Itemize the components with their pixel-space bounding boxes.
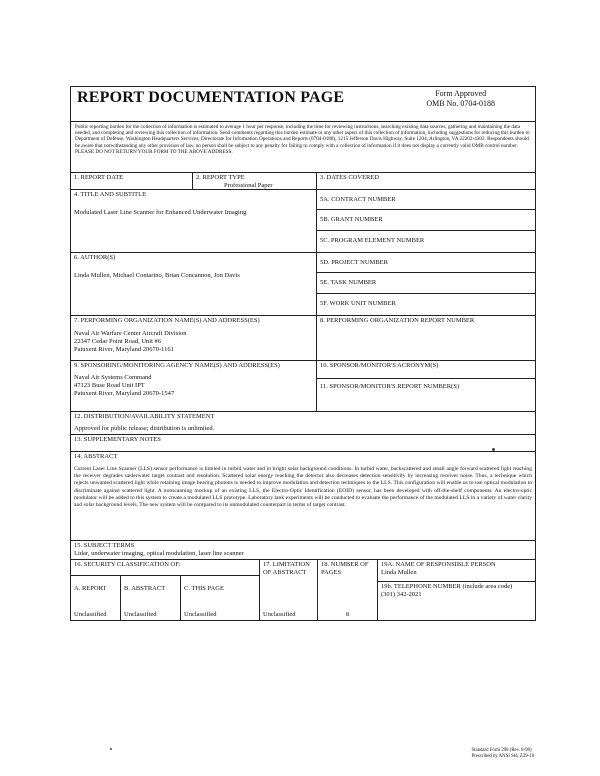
classification-columns: [71, 576, 259, 620]
sponsor-right-stack: [317, 361, 535, 411]
standard-form-footer: [472, 748, 535, 760]
page-class-value: Unclassified: [184, 611, 217, 618]
sponsor-line2: 47123 Buse Road Unit IPT: [74, 382, 145, 389]
subject-terms-cell: [71, 541, 535, 559]
row-performing-org: [71, 316, 535, 361]
report-type-cell: [193, 173, 317, 189]
authors-label: 6. AUTHOR(S): [74, 254, 116, 261]
performing-org-cell: [71, 316, 317, 360]
sponsor-line1: Naval Air Systems Command: [74, 374, 152, 381]
abstract-cell: [71, 452, 535, 540]
subject-terms-value: Lidar, underwater imaging, optical modulation, laser line scanner: [74, 549, 244, 557]
contract-number-cell: 5A. CONTRACT NUMBER: [317, 190, 535, 210]
abstract-class-cell: [121, 576, 181, 620]
limitation-label: 17. LIMITATION OF ABSTRACT: [263, 561, 310, 576]
page-class-cell: [181, 576, 259, 620]
form-approved-label: Form Approved: [435, 89, 487, 98]
authors-right-stack: [317, 253, 535, 315]
row-dates: [71, 173, 535, 190]
report-class-cell: [71, 576, 121, 620]
scan-speck: [492, 448, 495, 451]
pages-cell: [318, 560, 378, 620]
authors-cell: [71, 253, 317, 315]
pages-label: 18. NUMBER OF PAGES: [321, 561, 369, 576]
abstract-text: Current Laser Line Scanner (LLS) sensor performance is limited in turbid water and in bright solar background conditions. In turbid water, backscattered and small angle forward scattered light reaching the receiver degrades underwater target contrast and resolution. Scattered solar energy reaching the detector also decreases detection sensitivity by increasing receiver noise. Thus, a technique which rejects unwanted scattered light while retaining image bearing photons is needed to improve modulation and detection techniques to the LLS. This configuration will enable us to use optical modulation to discriminate against scattered light. A nonscanning mockup of an existing LLS, the Electro-Optic Identification (EOID) sensor, has been developed with off-the-shelf components. An electro-optic modulator will be added to this system to create a modulated LLS prototype. Laboratory tank experiments will be conducted to evaluate the performance of the modulated LLS in a variety of water clarity and solar background levels. The new system will be compared to its unmodulated counterpart in terms of target contrast.: [74, 466, 532, 509]
title-right-stack: [317, 190, 535, 252]
title-value: Modulated Laser Line Scanner for Enhanced Underwater Imaging: [74, 209, 247, 216]
scan-speck: [110, 748, 112, 750]
distribution-cell: [71, 412, 535, 434]
footer-line2: Prescribed by ANSI Std. Z39-18: [471, 754, 534, 759]
responsible-person-block: [378, 560, 535, 620]
report-class-value: Unclassified: [74, 611, 107, 618]
telephone-cell: [378, 582, 535, 620]
report-type-value: Professional Paper: [224, 182, 273, 189]
telephone-value: (301) 342-2021: [381, 591, 422, 598]
row-abstract: [71, 452, 535, 541]
sponsor-acronym-cell: 10. SPONSOR/MONITOR'S ACRONYM(S): [317, 361, 535, 379]
security-classification-label: 16. SECURITY CLASSIFICATION OF:: [71, 560, 259, 576]
distribution-label: 12. DISTRIBUTION/AVAILABILITY STATEMENT: [74, 413, 215, 420]
row-title: [71, 190, 535, 253]
sponsor-cell: [71, 361, 317, 411]
report-documentation-form: [70, 86, 536, 621]
form-header: [71, 87, 535, 122]
form-approved-box: [426, 89, 495, 109]
performing-org-label: 7. PERFORMING ORGANIZATION NAME(S) AND ADDRESS(ES): [74, 317, 260, 324]
row-supplementary: [71, 435, 535, 452]
pages-value: 8: [345, 611, 350, 618]
subject-terms-label: 15. SUBJECT TERMS: [74, 542, 135, 549]
task-number-cell: 5E. TASK NUMBER: [317, 273, 535, 294]
performing-report-number-cell: 8. PERFORMING ORGANIZATION REPORT NUMBER: [320, 317, 475, 324]
limitation-value: Unclassified: [263, 611, 296, 618]
form-title: REPORT DOCUMENTATION PAGE: [77, 89, 345, 106]
page-class-label: C. THIS PAGE: [184, 585, 224, 592]
responsible-person-label: 19A. NAME OF RESPONSIBLE PERSON: [381, 561, 496, 568]
abstract-class-value: Unclassified: [124, 611, 157, 618]
abstract-class-label: B. ABSTRACT: [124, 585, 166, 592]
row-classification: [71, 560, 535, 620]
monitor-report-number-cell: 11. SPONSOR/MONITOR'S REPORT NUMBER(S): [320, 383, 459, 390]
row-subject: [71, 541, 535, 560]
grant-number-cell: 5B. GRANT NUMBER: [317, 210, 535, 231]
distribution-value: Approved for public release; distribution is unlimited.: [74, 425, 215, 432]
responsible-person-value: Linda Mullen: [381, 569, 417, 576]
limitation-cell: [260, 560, 318, 620]
burden-notice: Public reporting burden for the collection of information is estimated to average 1 hour per response, including the time for reviewing instructions, searching existing data sources, gathering and maintaining the data needed, and completing and reviewing this collection of information. Send comments regarding this burden estimate or any other aspect of this collection of information, including suggestions for reducing this burden to Department of Defense, Washington Headquarters Services, Directorate for Information Operations and Reports (0704-0188), 1215 Jefferson Davis Highway, Suite 1204, Arlington, VA 22202-4302. Respondents should be aware that notwithstanding any other provision of law, no person shall be subject to any penalty for failing to comply with a collection of information if it does not display a currently valid OMB control number. PLEASE DO NOT RETURN YOUR FORM TO THE ABOVE ADDRESS.: [71, 122, 535, 173]
responsible-person-cell: [378, 560, 535, 582]
performing-org-line2: 22347 Cedar Point Road, Unit #6: [74, 338, 162, 345]
security-classification-block: [71, 560, 260, 620]
title-cell: [71, 190, 317, 252]
row-sponsor: [71, 361, 535, 412]
omb-number: OMB No. 0704-0188: [426, 99, 495, 108]
report-date-cell: [71, 173, 193, 189]
abstract-label: 14. ABSTRACT: [74, 453, 118, 460]
row-authors: [71, 253, 535, 316]
dates-covered-cell: [317, 173, 535, 189]
work-unit-cell: 5F. WORK UNIT NUMBER: [320, 300, 396, 307]
authors-value: Linda Mullen, Michael Contarino, Brian Concannon, Jon Davis: [74, 272, 240, 279]
telephone-label: 19b. TELEPHONE NUMBER (include area code): [381, 583, 513, 590]
supplementary-notes-cell: 13. SUPPLEMENTARY NOTES: [74, 436, 161, 443]
performing-org-line1: Naval Air Warfare Center Aircraft Division: [74, 330, 187, 337]
program-element-cell: 5C. PROGRAM ELEMENT NUMBER: [320, 237, 425, 244]
dates-covered-label: 3. DATES COVERED: [320, 174, 380, 181]
sponsor-line3: Patuxent River, Maryland 20670-1547: [74, 390, 175, 397]
report-type-label: 2. REPORT TYPE: [196, 174, 245, 181]
row-distribution: [71, 412, 535, 435]
footer-line1: Standard Form 298 (Rev. 8-98): [471, 748, 532, 753]
sponsor-label: 9. SPONSORING/MONITORING AGENCY NAME(S) AND ADDRESS(ES): [74, 362, 280, 369]
report-date-label: 1. REPORT DATE: [74, 174, 124, 181]
performing-org-line3: Patuxent River, Maryland 20670-1161: [74, 346, 174, 353]
title-label: 4. TITLE AND SUBTITLE: [74, 191, 147, 198]
project-number-cell: 5D. PROJECT NUMBER: [317, 253, 535, 273]
report-class-label: A. REPORT: [74, 585, 107, 592]
